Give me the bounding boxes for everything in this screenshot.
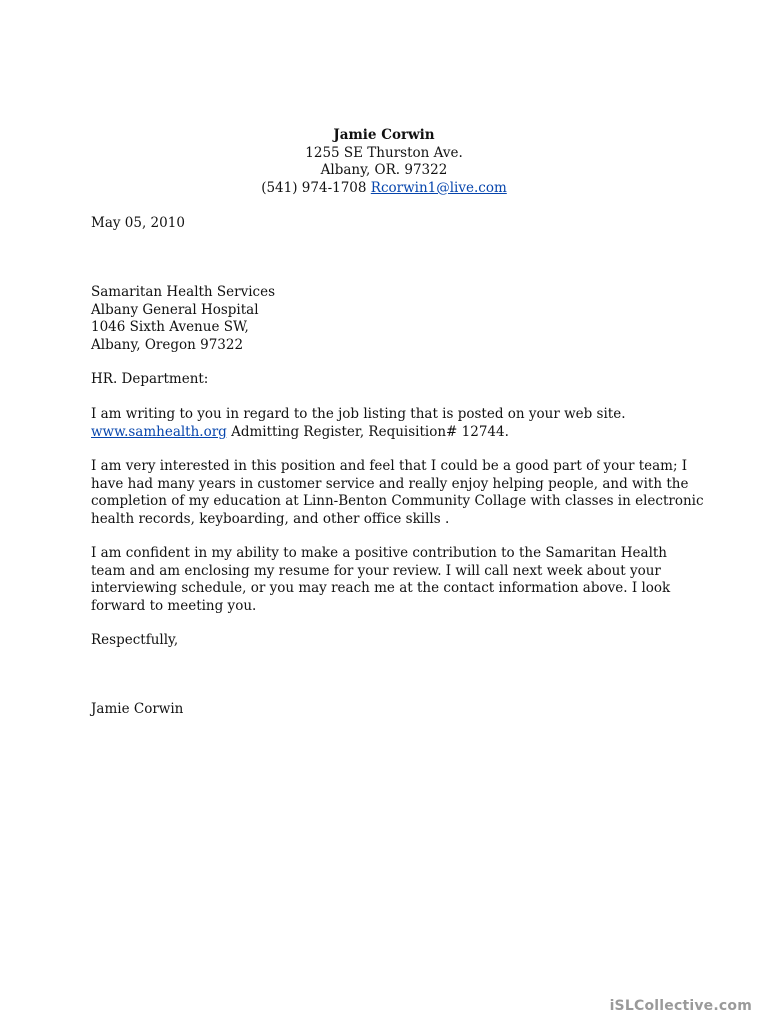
sender-city: Albany, OR. 97322 — [320, 162, 448, 178]
date-text: May 05, 2010 — [91, 215, 185, 231]
watermark-logo: iSLCollective.com — [609, 998, 752, 1014]
salutation-text: HR. Department: — [91, 371, 209, 387]
salutation — [91, 371, 691, 389]
recipient-line: 1046 Sixth Avenue SW, — [91, 319, 249, 335]
signature-text: Jamie Corwin — [91, 701, 184, 717]
sender-email-link[interactable]: Rcorwin1@live.com — [370, 179, 507, 196]
paragraph-line: forward to meeting you. — [91, 597, 257, 614]
recipient-line: Albany General Hospital — [91, 301, 259, 318]
letterhead — [0, 127, 768, 197]
recipient-line: Albany, Oregon 97322 — [91, 336, 244, 353]
paragraph-line: I am very interested in this position and feel that I could be a good part of your team; I — [91, 458, 688, 474]
paragraph-line: interviewing schedule, or you may reach me at the contact information above. I look — [91, 580, 671, 596]
paragraph-line: have had many years in customer service and really enjoy helping people, and with the — [91, 475, 689, 492]
paragraph-2 — [91, 458, 704, 528]
website-link[interactable]: www.samhealth.org — [91, 423, 227, 440]
signature — [91, 701, 691, 719]
paragraph-3 — [91, 545, 691, 615]
sender-contact-line — [0, 180, 768, 198]
paragraph-line: health records, keyboarding, and other office skills . — [91, 510, 450, 527]
paragraph-line: completion of my education at Linn-Benton Community Collage with classes in electronic — [91, 493, 704, 509]
sender-name: Jamie Corwin — [333, 127, 435, 143]
closing — [91, 632, 691, 650]
requisition-text: Admitting Register, Requisition# 12744. — [226, 423, 509, 440]
sender-phone: (541) 974-1708 — [261, 179, 367, 196]
paragraph-line — [91, 424, 691, 442]
closing-text: Respectfully, — [91, 632, 179, 648]
paragraph-1 — [91, 406, 691, 441]
paragraph-line: I am writing to you in regard to the job listing that is posted on your web site. — [91, 406, 626, 422]
paragraph-line: I am confident in my ability to make a positive contribution to the Samaritan Health — [91, 545, 668, 561]
sender-street: 1255 SE Thurston Ave. — [305, 144, 463, 161]
recipient-address — [91, 284, 691, 354]
letter-date — [91, 215, 691, 233]
recipient-line: Samaritan Health Services — [91, 284, 276, 300]
paragraph-line: team and am enclosing my resume for your review. I will call next week about your — [91, 562, 661, 579]
